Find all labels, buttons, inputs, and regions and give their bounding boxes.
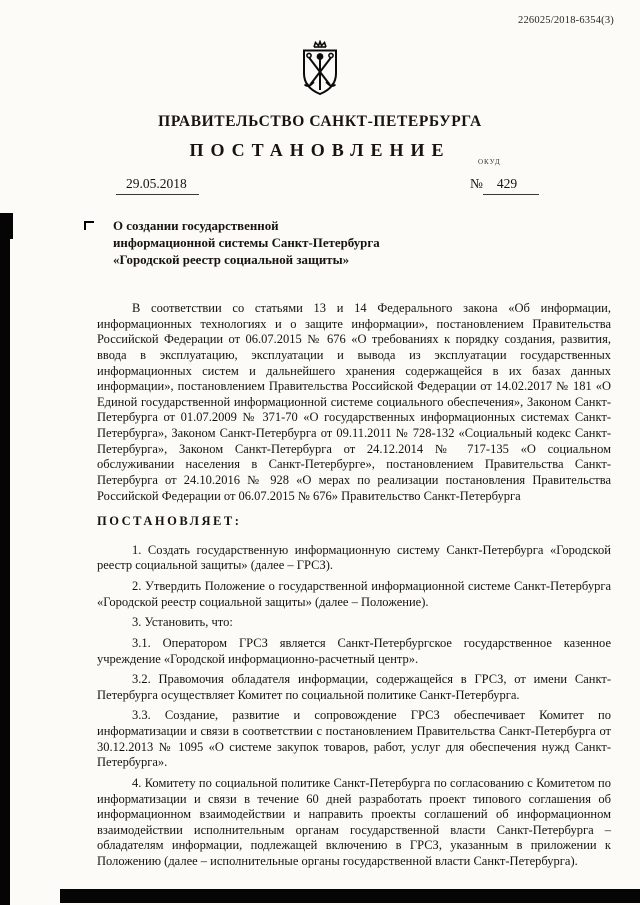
title-line: О создании государственной [113, 219, 279, 233]
paragraph-3: 3. Установить, что: [132, 615, 233, 630]
paragraph-2: 2. Утвердить Положение о государственной информационной системе Санкт-Петербурга «Городской реестр социальной защиты» (далее – Положение). [97, 579, 611, 609]
title-line: «Городской реестр социальной защиты» [113, 253, 350, 268]
okud-label: ОКУД [478, 158, 501, 166]
document-type: ПОСТАНОВЛЕНИЕ [189, 140, 451, 160]
paragraph-1: 1. Создать государственную информационную систему Санкт-Петербурга «Городской реестр социальной защиты» (далее – ГРСЗ). [97, 542, 611, 573]
resolves-heading: ПОСТАНОВЛЯЕТ: [97, 514, 242, 529]
paragraph-3-3: 3.3. Создание, развитие и сопровождение ГРСЗ обеспечивает Комитет по информатизации и связи в соответствии с постановлением Правительства Санкт-Петербурга от 30.12.2013 № 1095 «О системе закупок товаров, работ, услуг для обеспечения нужд Санкт-Петербурга». [97, 708, 611, 770]
document-title [113, 218, 443, 269]
scan-artifact-bottom-bar [60, 889, 640, 903]
title-line: информационной системы Санкт-Петербурга [113, 236, 380, 251]
preamble-paragraph: В соответствии со статьями 13 и 14 Федерального закона «Об информации, информационных технологиях и о защите информации», постановлением Правительства Российской Федерации от 06.07.2015 № 676 «О требованиях к порядку создания, развития, ввода в эксплуатацию, эксплуатации и вывода из эксплуатации государственных информационных систем и дальнейшего хранения содержащейся в их базах данных информации», постановлением Правительства Российской Федерации от 14.02.2017 № 181 «О Единой государственной информационной системе социального обеспечения», Законом Санкт-Петербурга от 01.07.2009 № 371-70 «О государственных информационных системах Санкт-Петербурга», Законом Санкт-Петербурга от 09.11.2011 № 728-132 «Социальный кодекс Санкт-Петербурга», Законом Санкт-Петербурга от 24.12.2014 № 717-135 «О социальном обслуживании населения в Санкт-Петербурге», постановлением Правительства Санкт-Петербурга от 24.10.2016 № 928 «О мерах по реализации постановления Правительства Российской Федерации от 06.07.2015 № 676» Правительство Санкт-Петербурга [97, 301, 611, 503]
scan-artifact-left-bar [0, 213, 10, 905]
paragraph-3-2: 3.2. Правомочия обладателя информации, содержащейся в ГРСЗ, от имени Санкт-Петербурга осуществляет Комитет по социальной политике Санкт-Петербурга. [97, 672, 611, 702]
reference-number: 226025/2018-6354(3) [518, 15, 614, 26]
paragraph-3-1: 3.1. Оператором ГРСЗ является Санкт-Петербургское государственное казенное учреждение «Городской информационно-расчетный центр». [97, 635, 611, 666]
number-sign: № [470, 176, 483, 191]
title-corner-mark [84, 221, 94, 230]
document-date: 29.05.2018 [116, 176, 199, 195]
document-number-field [470, 176, 539, 195]
scan-artifact-left-nub [10, 213, 13, 239]
document-number: 429 [483, 176, 539, 195]
paragraph-4: 4. Комитету по социальной политике Санкт-Петербурга по согласованию с Комитетом по информатизации и связи в течение 60 дней разработать проект типового соглашения об информационном взаимодействии и направить проекты соглашений об информационном взаимодействии исполнительным органам государственной власти Санкт-Петербурга – обладателям информации, подлежащей включению в ГРСЗ, указанным в приложении к Положению (далее – исполнительные органы государственной власти Санкт-Петербурга). [97, 775, 611, 868]
document-body [97, 301, 611, 875]
organization-name: ПРАВИТЕЛЬСТВО САНКТ-ПЕТЕРБУРГА [158, 113, 482, 130]
coat-of-arms-icon [0, 40, 640, 98]
